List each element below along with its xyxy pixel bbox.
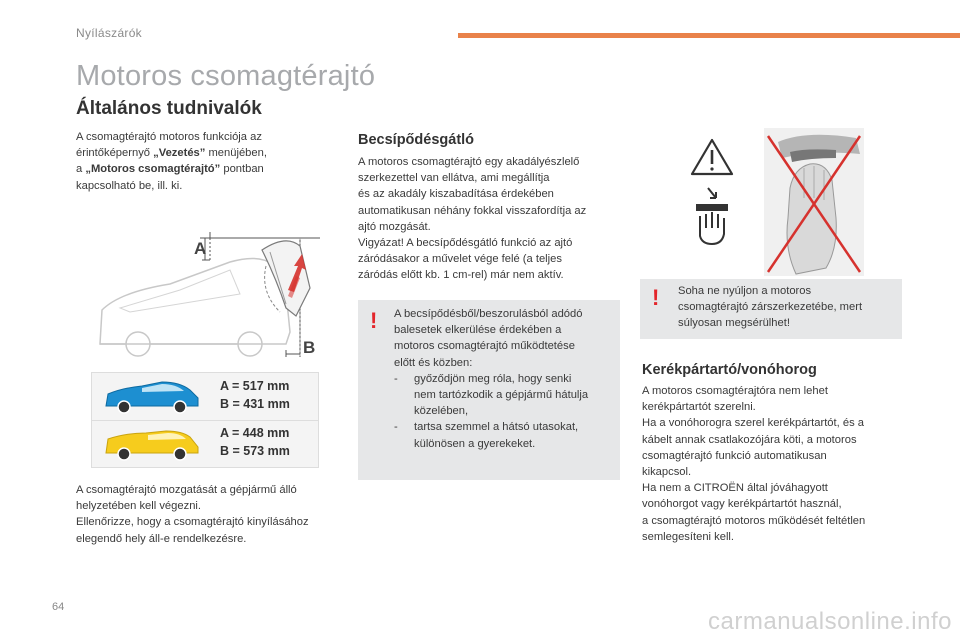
header-accent-rule xyxy=(458,33,960,38)
list-item: - tartsa szemmel a hátsó utasokat, különösen a gyerekeket. xyxy=(394,421,579,450)
dimension-label-b: B xyxy=(303,338,316,357)
dimension-a-value-1: A = 517 mm xyxy=(220,379,290,393)
lock-warning-box xyxy=(640,279,902,339)
anti-pinch-heading: Becsípődésgátló xyxy=(358,132,475,148)
dimension-table xyxy=(91,372,319,468)
anti-pinch-paragraph: A motoros csomagtérajtó egy akadályészlelő szerkezettel van ellátva, ami megállítja és az akadály kiszabadítása érdekében automatikusan néhány fokkal visszafordítja az ajtó mozgását. Vigyázat! A becsípődésgátló funkció az ajtó záródásakor a művelet vége felé (a teljes záródás előtt kb. 1 cm-rel) már nem aktív. xyxy=(358,156,587,282)
section-label: Nyílászárók xyxy=(76,26,142,40)
warning-text: A becsípődésből/beszorulásból adódó balesetek elkerülése érdekében a motoros csomagtérajtó működtetése előtt és közben: - győződjön meg róla, hogy senki nem tartózkodik a gépjármű hátulja közelében, - tartsa szemmel a hátsó utasokat, különösen a gyerekeket. xyxy=(394,306,616,452)
list-item: - győződjön meg róla, hogy senki nem tartózkodik a gépjármű hátulja közelében, xyxy=(394,372,589,418)
section-subtitle: Általános tudnivalók xyxy=(76,98,262,119)
warning-text: Soha ne nyúljon a motoros csomagtérajtó zárszerkezetébe, mert súlyosan megsérülhet! xyxy=(678,285,863,330)
watermark: carmanualsonline.info xyxy=(708,608,952,635)
trunk-dimension-diagram xyxy=(90,232,330,362)
dimension-a-value-2: A = 448 mm xyxy=(220,426,290,440)
intro-paragraph: A csomagtérajtó motoros funkciója az érintőképernyő „Vezetés” menüjében, a „Motoros csomagtérajtó” pontban kapcsolható be, ill. ki. xyxy=(76,131,267,192)
dimension-row-2 xyxy=(92,420,318,467)
dimension-row-1 xyxy=(92,373,318,421)
tow-bar-paragraph: A motoros csomagtérajtóra nem lehet kerékpártartót szerelni. Ha a vonóhorogra szerel kerékpártartót, és a kábelt annak csatlakozójára köti, a motoros csomagtérajtó funkció automatikusan kikapcsol. Ha nem a CITROËN által jóváhagyott vonóhorgot vagy kerékpártartót használ, a csomagtérajtó motoros működését feltétlen semlegesíteni kell. xyxy=(642,385,866,543)
dimension-label-a: A xyxy=(194,239,207,258)
blue-car-icon xyxy=(102,378,202,416)
tow-bar-heading: Kerékpártartó/vonóhorog xyxy=(642,362,817,378)
warning-icon: ! xyxy=(370,308,378,333)
dimension-b-value-2: B = 573 mm xyxy=(220,444,290,458)
warning-list xyxy=(394,371,616,452)
yellow-car-icon xyxy=(102,425,202,463)
anti-pinch-warning-box xyxy=(358,300,620,480)
page-number: 64 xyxy=(52,601,65,613)
bottom-paragraph: A csomagtérajtó mozgatását a gépjármű álló helyzetében kell végezni. Ellenőrizze, hogy a csomagtérajtó kinyílásához elegendő hely áll-e rendelkezésre. xyxy=(76,484,309,545)
page-title: Motoros csomagtérajtó xyxy=(76,60,376,92)
pinch-hazard-illustration xyxy=(686,128,866,276)
warning-icon: ! xyxy=(652,285,660,310)
dimension-b-value-1: B = 431 mm xyxy=(220,397,290,411)
